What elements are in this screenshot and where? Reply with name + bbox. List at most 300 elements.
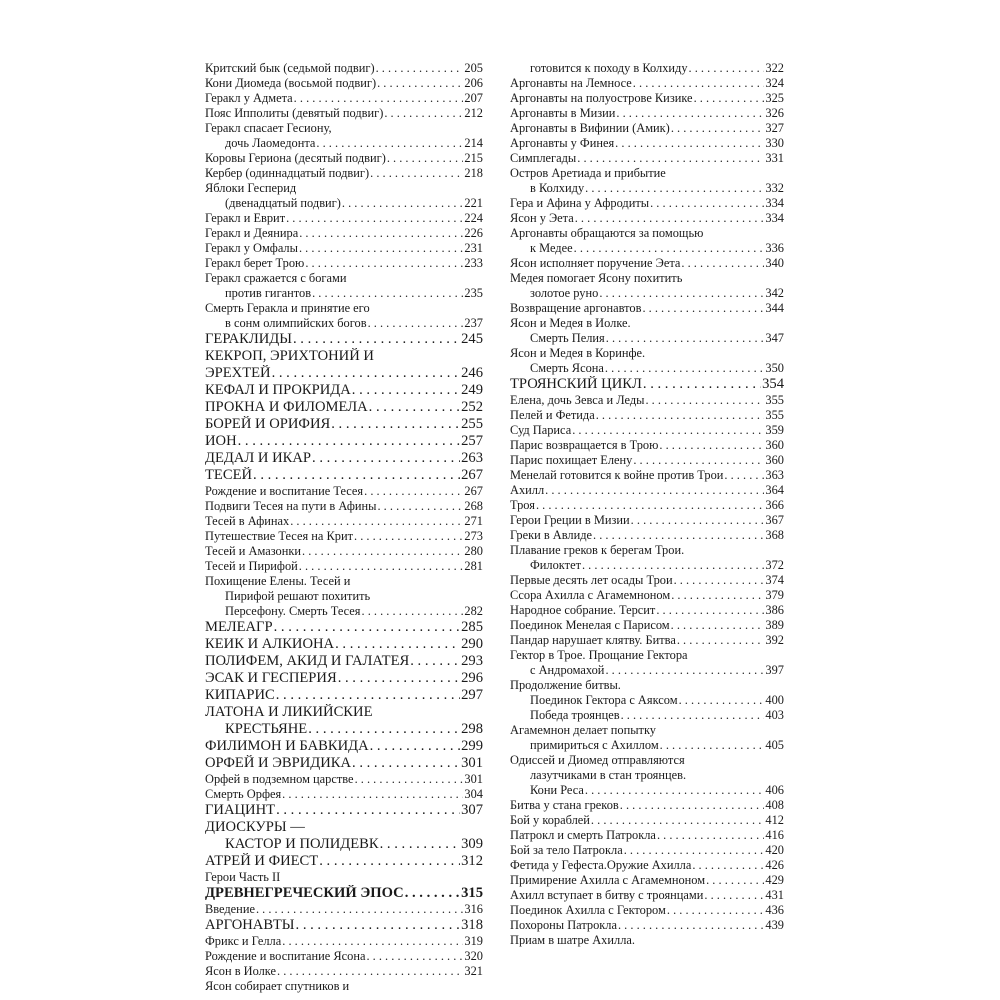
toc-entry	[205, 166, 483, 181]
toc-entry-page-number: 252	[461, 399, 483, 415]
dot-leader	[312, 450, 460, 467]
dot-leader	[671, 121, 765, 136]
toc-entry	[510, 723, 784, 738]
toc-entry-page-number: 331	[765, 151, 784, 165]
toc-entry-page-number: 326	[765, 106, 784, 120]
toc-entry	[510, 798, 784, 813]
toc-entry	[510, 423, 784, 438]
dot-leader	[387, 151, 464, 166]
toc-entry-title: Возвращение аргонавтов	[510, 301, 642, 315]
toc-entry-page-number: 215	[464, 151, 483, 165]
toc-entry	[205, 241, 483, 256]
dot-leader	[572, 423, 764, 438]
toc-entry-title: Фрикс и Гелла	[205, 934, 282, 948]
toc-entry-page-number: 307	[461, 802, 483, 818]
toc-entry	[510, 498, 784, 513]
dot-leader	[618, 918, 764, 933]
toc-entry-title: Филоктет	[530, 558, 581, 572]
toc-entry-title: Пандар нарушает клятву. Битва	[510, 633, 676, 647]
toc-column-right	[510, 61, 784, 948]
dot-leader	[294, 91, 464, 106]
dot-leader	[694, 91, 765, 106]
toc-entry-page-number: 224	[464, 211, 483, 225]
toc-entry-page-number: 436	[765, 903, 784, 917]
toc-entry-page-number: 354	[762, 376, 784, 392]
dot-leader	[585, 181, 764, 196]
toc-entry	[205, 382, 483, 399]
dot-leader	[633, 76, 765, 91]
toc-entry	[510, 91, 784, 106]
toc-entry-title: Тесей и Амазонки	[205, 544, 302, 558]
toc-entry-page-number: 290	[461, 636, 483, 652]
toc-entry-page-number: 298	[461, 721, 483, 737]
dot-leader	[671, 588, 764, 603]
toc-entry	[510, 151, 784, 166]
toc-entry	[510, 903, 784, 918]
toc-entry-title: Орфей в подземном царстве	[205, 772, 354, 786]
dot-leader	[599, 286, 764, 301]
toc-entry-title: Похороны Патрокла	[510, 918, 617, 932]
toc-entry	[205, 271, 483, 286]
dot-leader	[724, 468, 764, 483]
dot-leader	[642, 301, 764, 316]
dot-leader	[679, 693, 765, 708]
toc-entry	[510, 468, 784, 483]
dot-leader	[352, 755, 460, 772]
dot-leader	[335, 636, 460, 653]
toc-entry-title: Герои Греции в Мизии	[510, 513, 630, 527]
toc-entry	[205, 433, 483, 450]
toc-entry	[510, 483, 784, 498]
toc-column-left	[205, 61, 483, 994]
toc-entry	[205, 544, 483, 559]
dot-leader	[364, 484, 463, 499]
toc-entry	[205, 870, 483, 885]
toc-entry	[205, 738, 483, 755]
dot-leader	[286, 211, 463, 226]
toc-entry-page-number: 363	[765, 468, 784, 482]
toc-entry	[205, 151, 483, 166]
toc-entry	[205, 467, 483, 484]
toc-entry	[510, 301, 784, 316]
toc-entry	[510, 361, 784, 376]
toc-entry	[205, 902, 483, 917]
toc-entry	[205, 755, 483, 772]
toc-entry-page-number: 324	[765, 76, 784, 90]
toc-entry	[510, 528, 784, 543]
toc-entry-title: Аргонавты на Лемносе	[510, 76, 632, 90]
dot-leader	[293, 331, 460, 348]
toc-entry	[205, 106, 483, 121]
toc-entry-page-number: 321	[464, 964, 483, 978]
toc-entry	[510, 181, 784, 196]
toc-entry-page-number: 420	[765, 843, 784, 857]
toc-entry-title: Парис похищает Елену	[510, 453, 633, 467]
toc-entry-title: Герои Часть II	[205, 870, 281, 884]
toc-entry-page-number: 255	[461, 416, 483, 432]
toc-entry-title: в сонм олимпийских богов	[225, 316, 367, 330]
toc-entry-title: Симплегады	[510, 151, 577, 165]
toc-entry-page-number: 233	[464, 256, 483, 270]
dot-leader	[615, 136, 764, 151]
dot-leader	[657, 828, 764, 843]
toc-entry	[205, 331, 483, 348]
toc-entry-page-number: 372	[765, 558, 784, 572]
toc-entry-page-number: 389	[765, 618, 784, 632]
toc-entry-page-number: 271	[464, 514, 483, 528]
toc-entry-page-number: 280	[464, 544, 483, 558]
toc-entry-page-number: 426	[765, 858, 784, 872]
toc-entry-title: Бой за тело Патрокла	[510, 843, 623, 857]
dot-leader	[677, 633, 765, 648]
toc-entry-page-number: 406	[765, 783, 784, 797]
dot-leader	[536, 498, 764, 513]
dot-leader	[299, 241, 463, 256]
toc-entry-page-number: 367	[765, 513, 784, 527]
toc-entry	[205, 670, 483, 687]
dot-leader	[370, 738, 460, 755]
toc-entry-page-number: 245	[461, 331, 483, 347]
toc-entry-page-number: 315	[461, 885, 483, 901]
toc-entry-page-number: 316	[464, 902, 483, 916]
toc-entry-title: Троя	[510, 498, 535, 512]
dot-leader	[369, 399, 460, 416]
toc-entry-title: Фетида у Гефеста.Оружие Ахилла	[510, 858, 692, 872]
toc-entry-title: Елена, дочь Зевса и Леды	[510, 393, 645, 407]
toc-entry	[510, 828, 784, 843]
dot-leader	[282, 934, 463, 949]
toc-entry-page-number: 386	[765, 603, 784, 617]
toc-entry-title: Смерть Орфея	[205, 787, 282, 801]
toc-entry	[205, 196, 483, 211]
dot-leader	[376, 61, 464, 76]
toc-entry-title: Пирифой решают похитить	[225, 589, 371, 603]
toc-entry	[205, 653, 483, 670]
dot-leader	[290, 514, 463, 529]
toc-entry-page-number: 304	[464, 787, 483, 801]
toc-entry	[205, 934, 483, 949]
toc-entry	[205, 529, 483, 544]
dot-leader	[362, 604, 464, 619]
dot-leader	[645, 393, 764, 408]
toc-entry-title: Путешествие Тесея на Крит	[205, 529, 353, 543]
toc-entry	[510, 271, 784, 286]
toc-entry	[205, 181, 483, 196]
toc-entry	[510, 543, 784, 558]
toc-entry-page-number: 214	[464, 136, 483, 150]
toc-entry-title: ОРФЕЙ И ЭВРИДИКА	[205, 755, 352, 771]
toc-entry-page-number: 205	[464, 61, 483, 75]
toc-entry-page-number: 296	[461, 670, 483, 686]
dot-leader	[582, 558, 764, 573]
dot-leader	[296, 917, 461, 934]
toc-entry-page-number: 273	[464, 529, 483, 543]
toc-entry-title: Кони Диомеда (восьмой подвиг)	[205, 76, 377, 90]
toc-entry	[205, 704, 483, 721]
toc-entry-title: к Медее	[530, 241, 573, 255]
dot-leader	[650, 196, 764, 211]
dot-leader	[299, 226, 463, 241]
toc-entry	[205, 787, 483, 802]
dot-leader	[681, 256, 764, 271]
toc-entry-title: Менелай готовится к войне против Трои	[510, 468, 724, 482]
dot-leader	[574, 241, 765, 256]
toc-entry	[205, 949, 483, 964]
toc-entry	[205, 211, 483, 226]
toc-entry-page-number: 379	[765, 588, 784, 602]
dot-leader	[616, 106, 764, 121]
dot-leader	[272, 365, 461, 382]
toc-entry-page-number: 330	[765, 136, 784, 150]
toc-entry-page-number: 212	[464, 106, 483, 120]
toc-entry-page-number: 397	[765, 663, 784, 677]
toc-entry-title: ДЕДАЛ И ИКАР	[205, 450, 312, 466]
toc-entry-page-number: 340	[765, 256, 784, 270]
toc-entry	[510, 843, 784, 858]
dot-leader	[692, 858, 764, 873]
toc-entry-title: КРЕСТЬЯНЕ	[225, 721, 308, 737]
toc-entry	[205, 450, 483, 467]
dot-leader	[338, 670, 460, 687]
toc-entry	[205, 256, 483, 271]
toc-entry	[205, 514, 483, 529]
toc-entry	[510, 753, 784, 768]
toc-entry-page-number: 412	[765, 813, 784, 827]
toc-entry-page-number: 319	[464, 934, 483, 948]
toc-entry	[205, 687, 483, 704]
toc-entry-page-number: 299	[461, 738, 483, 754]
toc-entry-title: Поединок Ахилла с Гектором	[510, 903, 666, 917]
toc-entry	[510, 346, 784, 361]
dot-leader	[354, 529, 463, 544]
toc-entry-title: Суд Париса	[510, 423, 572, 437]
toc-entry-title: ЛАТОНА И ЛИКИЙСКИЕ	[205, 704, 373, 720]
toc-entry-page-number: 249	[461, 382, 483, 398]
toc-entry	[510, 136, 784, 151]
toc-entry-title: ИОН	[205, 433, 237, 449]
toc-entry-title: Аргонавты у Финея	[510, 136, 615, 150]
toc-entry-title: Ясон собирает спутников и	[205, 979, 350, 993]
toc-entry-page-number: 431	[765, 888, 784, 902]
dot-leader	[405, 885, 460, 902]
toc-entry-title: Пелей и Фетида	[510, 408, 595, 422]
toc-entry-title: Гектор в Трое. Прощание Гектора	[510, 648, 688, 662]
toc-entry	[510, 933, 784, 948]
dot-leader	[319, 853, 460, 870]
toc-entry-title: ЭСАК И ГЕСПЕРИЯ	[205, 670, 337, 686]
toc-entry-title: Смерть Геракла и принятие его	[205, 301, 370, 315]
toc-entry-page-number: 221	[464, 196, 483, 210]
toc-entry	[510, 121, 784, 136]
dot-leader	[302, 544, 463, 559]
toc-entry	[205, 574, 483, 589]
toc-entry-title: лазутчиками в стан троянцев.	[530, 768, 687, 782]
toc-entry	[510, 738, 784, 753]
toc-entry-title: Подвиги Тесея на пути в Афины	[205, 499, 377, 513]
toc-entry-title: Первые десять лет осады Трои	[510, 573, 673, 587]
toc-entry-title: Аргонавты обращаются за помощью	[510, 226, 704, 240]
toc-entry-title: Геракл у Адмета	[205, 91, 293, 105]
toc-entry-title: Кербер (одиннадцатый подвиг)	[205, 166, 370, 180]
toc-entry-title: Введение	[205, 902, 255, 916]
dot-leader	[352, 382, 460, 399]
toc-entry	[510, 558, 784, 573]
toc-entry-title: против гигантов	[225, 286, 312, 300]
toc-entry-page-number: 342	[765, 286, 784, 300]
toc-entry	[205, 499, 483, 514]
toc-entry	[205, 484, 483, 499]
dot-leader	[659, 438, 764, 453]
toc-entry	[205, 316, 483, 331]
toc-entry	[510, 106, 784, 121]
dot-leader	[308, 721, 460, 738]
toc-entry-title: Яблоки Гесперид	[205, 181, 297, 195]
toc-entry-page-number: 320	[464, 949, 483, 963]
toc-entry-page-number: 429	[765, 873, 784, 887]
toc-entry	[205, 836, 483, 853]
toc-entry-page-number: 267	[461, 467, 483, 483]
toc-entry-title: Геракл сражается с богами	[205, 271, 347, 285]
toc-entry-title: Агамемнон делает попытку	[510, 723, 657, 737]
toc-entry-title: ГЕРАКЛИДЫ	[205, 331, 292, 347]
dot-leader	[643, 376, 761, 393]
toc-entry-page-number: 359	[765, 423, 784, 437]
toc-entry	[510, 226, 784, 241]
toc-entry	[205, 91, 483, 106]
toc-entry-title: ГИАЦИНТ	[205, 802, 276, 818]
toc-entry	[205, 416, 483, 433]
toc-entry	[510, 256, 784, 271]
toc-entry-title: Победа троянцев	[530, 708, 620, 722]
dot-leader	[377, 499, 463, 514]
dot-leader	[305, 256, 463, 271]
toc-entry	[205, 365, 483, 382]
toc-entry-title: ДИОСКУРЫ —	[205, 819, 305, 835]
toc-entry-title: Остров Аретиада и прибытие	[510, 166, 666, 180]
toc-entry	[205, 589, 483, 604]
toc-entry-page-number: 392	[765, 633, 784, 647]
toc-entry-page-number: 206	[464, 76, 483, 90]
toc-entry-title: Пояс Ипполиты (девятый подвиг)	[205, 106, 384, 120]
toc-entry-page-number: 282	[464, 604, 483, 618]
toc-entry	[205, 348, 483, 365]
toc-entry-title: ТЕСЕЙ	[205, 467, 253, 483]
dot-leader	[674, 573, 765, 588]
toc-entry-title: ФИЛИМОН И БАВКИДА	[205, 738, 369, 754]
toc-entry-title: Народное собрание. Терсит	[510, 603, 656, 617]
toc-entry	[510, 648, 784, 663]
toc-entry-page-number: 350	[765, 361, 784, 375]
dot-leader	[633, 453, 764, 468]
toc-entry-title: (двенадцатый подвиг)	[225, 196, 341, 210]
toc-entry-title: КЕФАЛ И ПРОКРИДА	[205, 382, 351, 398]
dot-leader	[585, 783, 765, 798]
toc-entry-page-number: 334	[765, 196, 784, 210]
toc-entry-title: Продолжение битвы.	[510, 678, 621, 692]
toc-entry-title: ТРОЯНСКИЙ ЦИКЛ	[510, 376, 642, 392]
toc-entry-title: Аргонавты на полуострове Кизике	[510, 91, 693, 105]
toc-entry	[510, 888, 784, 903]
dot-leader	[605, 663, 764, 678]
toc-entry	[510, 918, 784, 933]
toc-entry	[205, 802, 483, 819]
dot-leader	[667, 903, 765, 918]
toc-entry	[205, 819, 483, 836]
toc-entry	[510, 286, 784, 301]
toc-entry-page-number: 281	[464, 559, 483, 573]
toc-entry	[205, 979, 483, 994]
toc-entry-title: Тесей и Пирифой	[205, 559, 298, 573]
toc-entry	[510, 241, 784, 256]
toc-entry-title: Кони Реса	[530, 783, 584, 797]
toc-entry-page-number: 237	[464, 316, 483, 330]
toc-entry-title: Аргонавты в Мизии	[510, 106, 616, 120]
dot-leader	[366, 949, 463, 964]
toc-entry	[205, 619, 483, 636]
toc-entry-page-number: 355	[765, 408, 784, 422]
dot-leader	[276, 687, 460, 704]
toc-entry	[510, 166, 784, 181]
toc-entry	[205, 559, 483, 574]
dot-leader	[342, 196, 464, 211]
toc-entry-page-number: 334	[765, 211, 784, 225]
toc-entry-title: Гера и Афина у Афродиты	[510, 196, 650, 210]
toc-entry	[205, 917, 483, 934]
dot-leader	[631, 513, 765, 528]
toc-entry-title: ПРОКНА И ФИЛОМЕЛА	[205, 399, 368, 415]
toc-entry	[205, 721, 483, 738]
toc-entry-title: дочь Лаомедонта	[225, 136, 316, 150]
dot-leader	[704, 888, 764, 903]
dot-leader	[689, 61, 765, 76]
toc-entry-title: в Колхиду	[530, 181, 585, 195]
toc-entry	[510, 393, 784, 408]
toc-entry-title: Парис возвращается в Трою	[510, 438, 659, 452]
toc-entry	[510, 588, 784, 603]
dot-leader	[312, 286, 463, 301]
toc-entry	[510, 408, 784, 423]
toc-entry	[510, 768, 784, 783]
toc-entry-title: Смерть Ясона	[530, 361, 604, 375]
toc-entry-page-number: 293	[461, 653, 483, 669]
dot-leader	[380, 836, 460, 853]
toc-entry-title: ДРЕВНЕГРЕЧЕСКИЙ ЭПОС	[205, 885, 404, 901]
toc-entry	[510, 316, 784, 331]
toc-entry-title: Поединок Гектора с Аяксом	[530, 693, 678, 707]
toc-entry-title: Примирение Ахилла с Агамемноном	[510, 873, 706, 887]
toc-entry	[205, 121, 483, 136]
dot-leader	[277, 964, 463, 979]
toc-entry	[205, 136, 483, 151]
toc-entry	[510, 813, 784, 828]
dot-leader	[377, 76, 463, 91]
toc-entry-page-number: 360	[765, 453, 784, 467]
toc-entry-title: Критский бык (седьмой подвиг)	[205, 61, 375, 75]
dot-leader	[624, 843, 765, 858]
dot-leader	[331, 416, 460, 433]
toc-entry-page-number: 318	[461, 917, 483, 933]
toc-entry-page-number: 327	[765, 121, 784, 135]
toc-entry	[205, 772, 483, 787]
toc-entry	[205, 853, 483, 870]
toc-entry	[510, 61, 784, 76]
toc-entry-title: БОРЕЙ И ОРИФИЯ	[205, 416, 331, 432]
toc-entry-title: с Андромахой	[530, 663, 605, 677]
toc-entry	[205, 286, 483, 301]
toc-entry	[510, 633, 784, 648]
toc-entry-page-number: 355	[765, 393, 784, 407]
toc-entry-title: КЕИК И АЛКИОНА	[205, 636, 335, 652]
